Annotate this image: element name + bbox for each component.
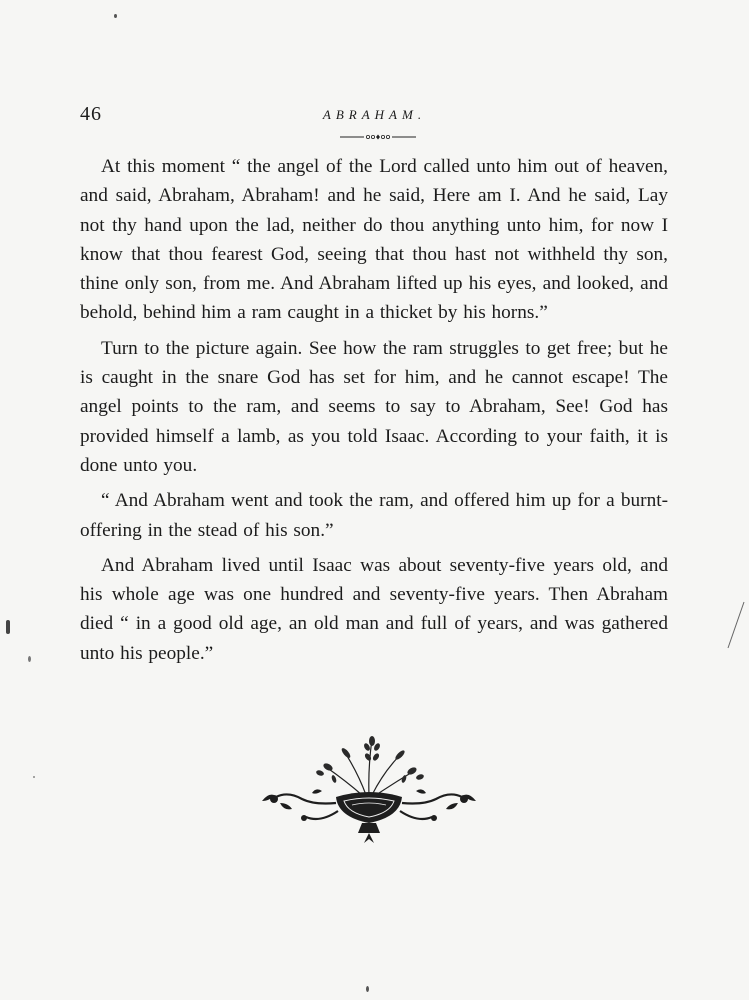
paragraph: Turn to the picture again. See how the ram struggles to get free; but he is caught in the snare God has set for him, and he cannot escape! The angel points to the ram, and seems to say to Abraham, See! God has provided himself a lamb, as you told Isaac. According to your faith, it is done unto you. — [80, 337, 668, 476]
urn-vignette-icon — [262, 733, 476, 845]
page-number: 46 — [80, 103, 102, 125]
paragraph: At this moment “ the angel of the Lord called unto him out of heaven, and said, Abraham, Abraham! and he said, Here am I. And he said, Lay not thy hand upon the lad, neither do thou anything unto him, for now I know that thou fearest God, seeing that thou hast not withheld thy son, thine only son, from me. And Abraham lifted up his eyes, and looked, and behold, behind him a ram caught in a thicket by his horns.” — [80, 156, 668, 324]
paragraph: And Abraham lived until Isaac was about seventy-five years old, and his whole age was one hundred and seventy-five years. Then Abraham died “ in a good old age, an old man and full of years, and was gathered unto his people.” — [80, 554, 668, 664]
body-text — [80, 152, 668, 674]
scan-speck — [114, 14, 117, 18]
scan-speck — [366, 986, 369, 992]
scan-speck — [6, 620, 10, 634]
margin-scratch — [726, 600, 746, 650]
ornamental-rule-icon — [340, 133, 416, 141]
paragraph: “ And Abraham went and took the ram, and offered him up for a burnt-offering in the stead of his son.” — [80, 490, 668, 541]
running-head: ABRAHAM. — [322, 107, 427, 122]
scan-speck — [33, 776, 35, 778]
scan-speck — [28, 656, 31, 662]
